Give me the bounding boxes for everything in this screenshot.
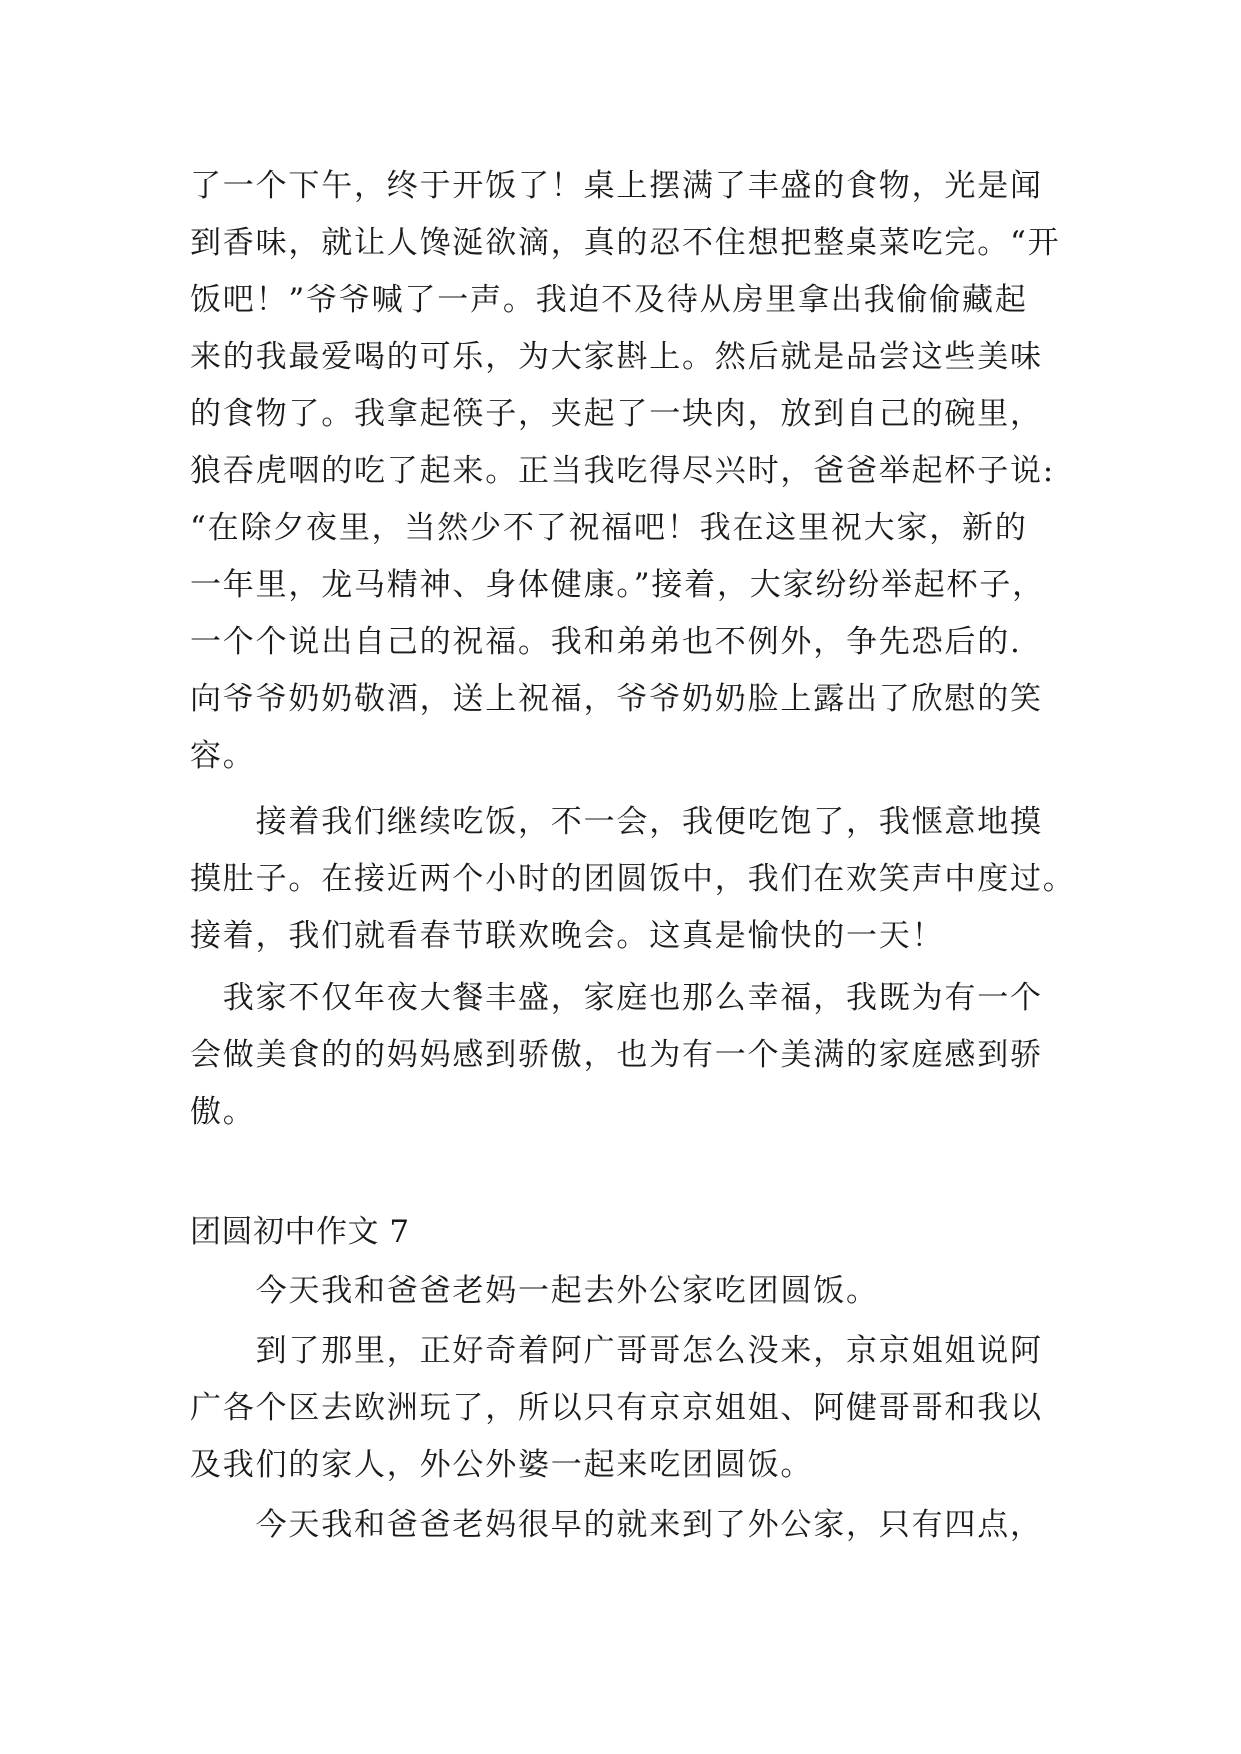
section-heading: 团圆初中作文 7 — [190, 1214, 410, 1250]
text-line: “在除夕夜里，当然少不了祝福吧！我在这里祝大家，新的 — [190, 510, 1028, 546]
text-line: 摸肚子。在接近两个小时的团圆饭中，我们在欢笑声中度过。 — [190, 861, 1076, 897]
text-line: 今天我和爸爸老妈一起去外公家吃团圆饭。 — [190, 1273, 879, 1309]
text-line: 傲。 — [190, 1094, 256, 1130]
text-line: 狼吞虎咽的吃了起来。正当我吃得尽兴时，爸爸举起杯子说: — [190, 453, 1056, 489]
text-line: 向爷爷奶奶敬酒，送上祝福，爷爷奶奶脸上露出了欣慰的笑 — [190, 681, 1043, 717]
text-line: 广各个区去欧洲玩了，所以只有京京姐姐、阿健哥哥和我以 — [190, 1390, 1043, 1426]
text-line: 来的我最爱喝的可乐，为大家斟上。然后就是品尝这些美味 — [190, 339, 1043, 375]
text-line: 一个个说出自己的祝福。我和弟弟也不例外，争先恐后的. — [190, 624, 1022, 660]
text-line: 到香味，就让人馋涎欲滴，真的忍不住想把整桌菜吃完。“开 — [190, 225, 1061, 261]
text-line: 的食物了。我拿起筷子，夹起了一块肉，放到自己的碗里， — [190, 396, 1043, 432]
text-line: 了一个下午，终于开饭了！桌上摆满了丰盛的食物，光是闻 — [190, 168, 1043, 204]
text-line: 一年里，龙马精神、身体健康。”接着，大家纷纷举起杯子， — [190, 567, 1045, 603]
text-line: 容。 — [190, 738, 256, 774]
text-line: 到了那里，正好奇着阿广哥哥怎么没来，京京姐姐说阿 — [190, 1333, 1043, 1369]
text-line: 及我们的家人，外公外婆一起来吃团圆饭。 — [190, 1447, 814, 1483]
text-line: 饭吧！”爷爷喊了一声。我迫不及待从房里拿出我偷偷藏起 — [190, 282, 1028, 318]
text-line: 接着我们继续吃饭，不一会，我便吃饱了，我惬意地摸 — [190, 804, 1043, 840]
text-line: 接着，我们就看春节联欢晚会。这真是愉快的一天！ — [190, 918, 945, 954]
text-line: 我家不仅年夜大餐丰盛，家庭也那么幸福，我既为有一个 — [190, 980, 1043, 1016]
text-line: 今天我和爸爸老妈很早的就来到了外公家，只有四点， — [190, 1507, 1043, 1543]
text-line: 会做美食的的妈妈感到骄傲，也为有一个美满的家庭感到骄 — [190, 1037, 1043, 1073]
